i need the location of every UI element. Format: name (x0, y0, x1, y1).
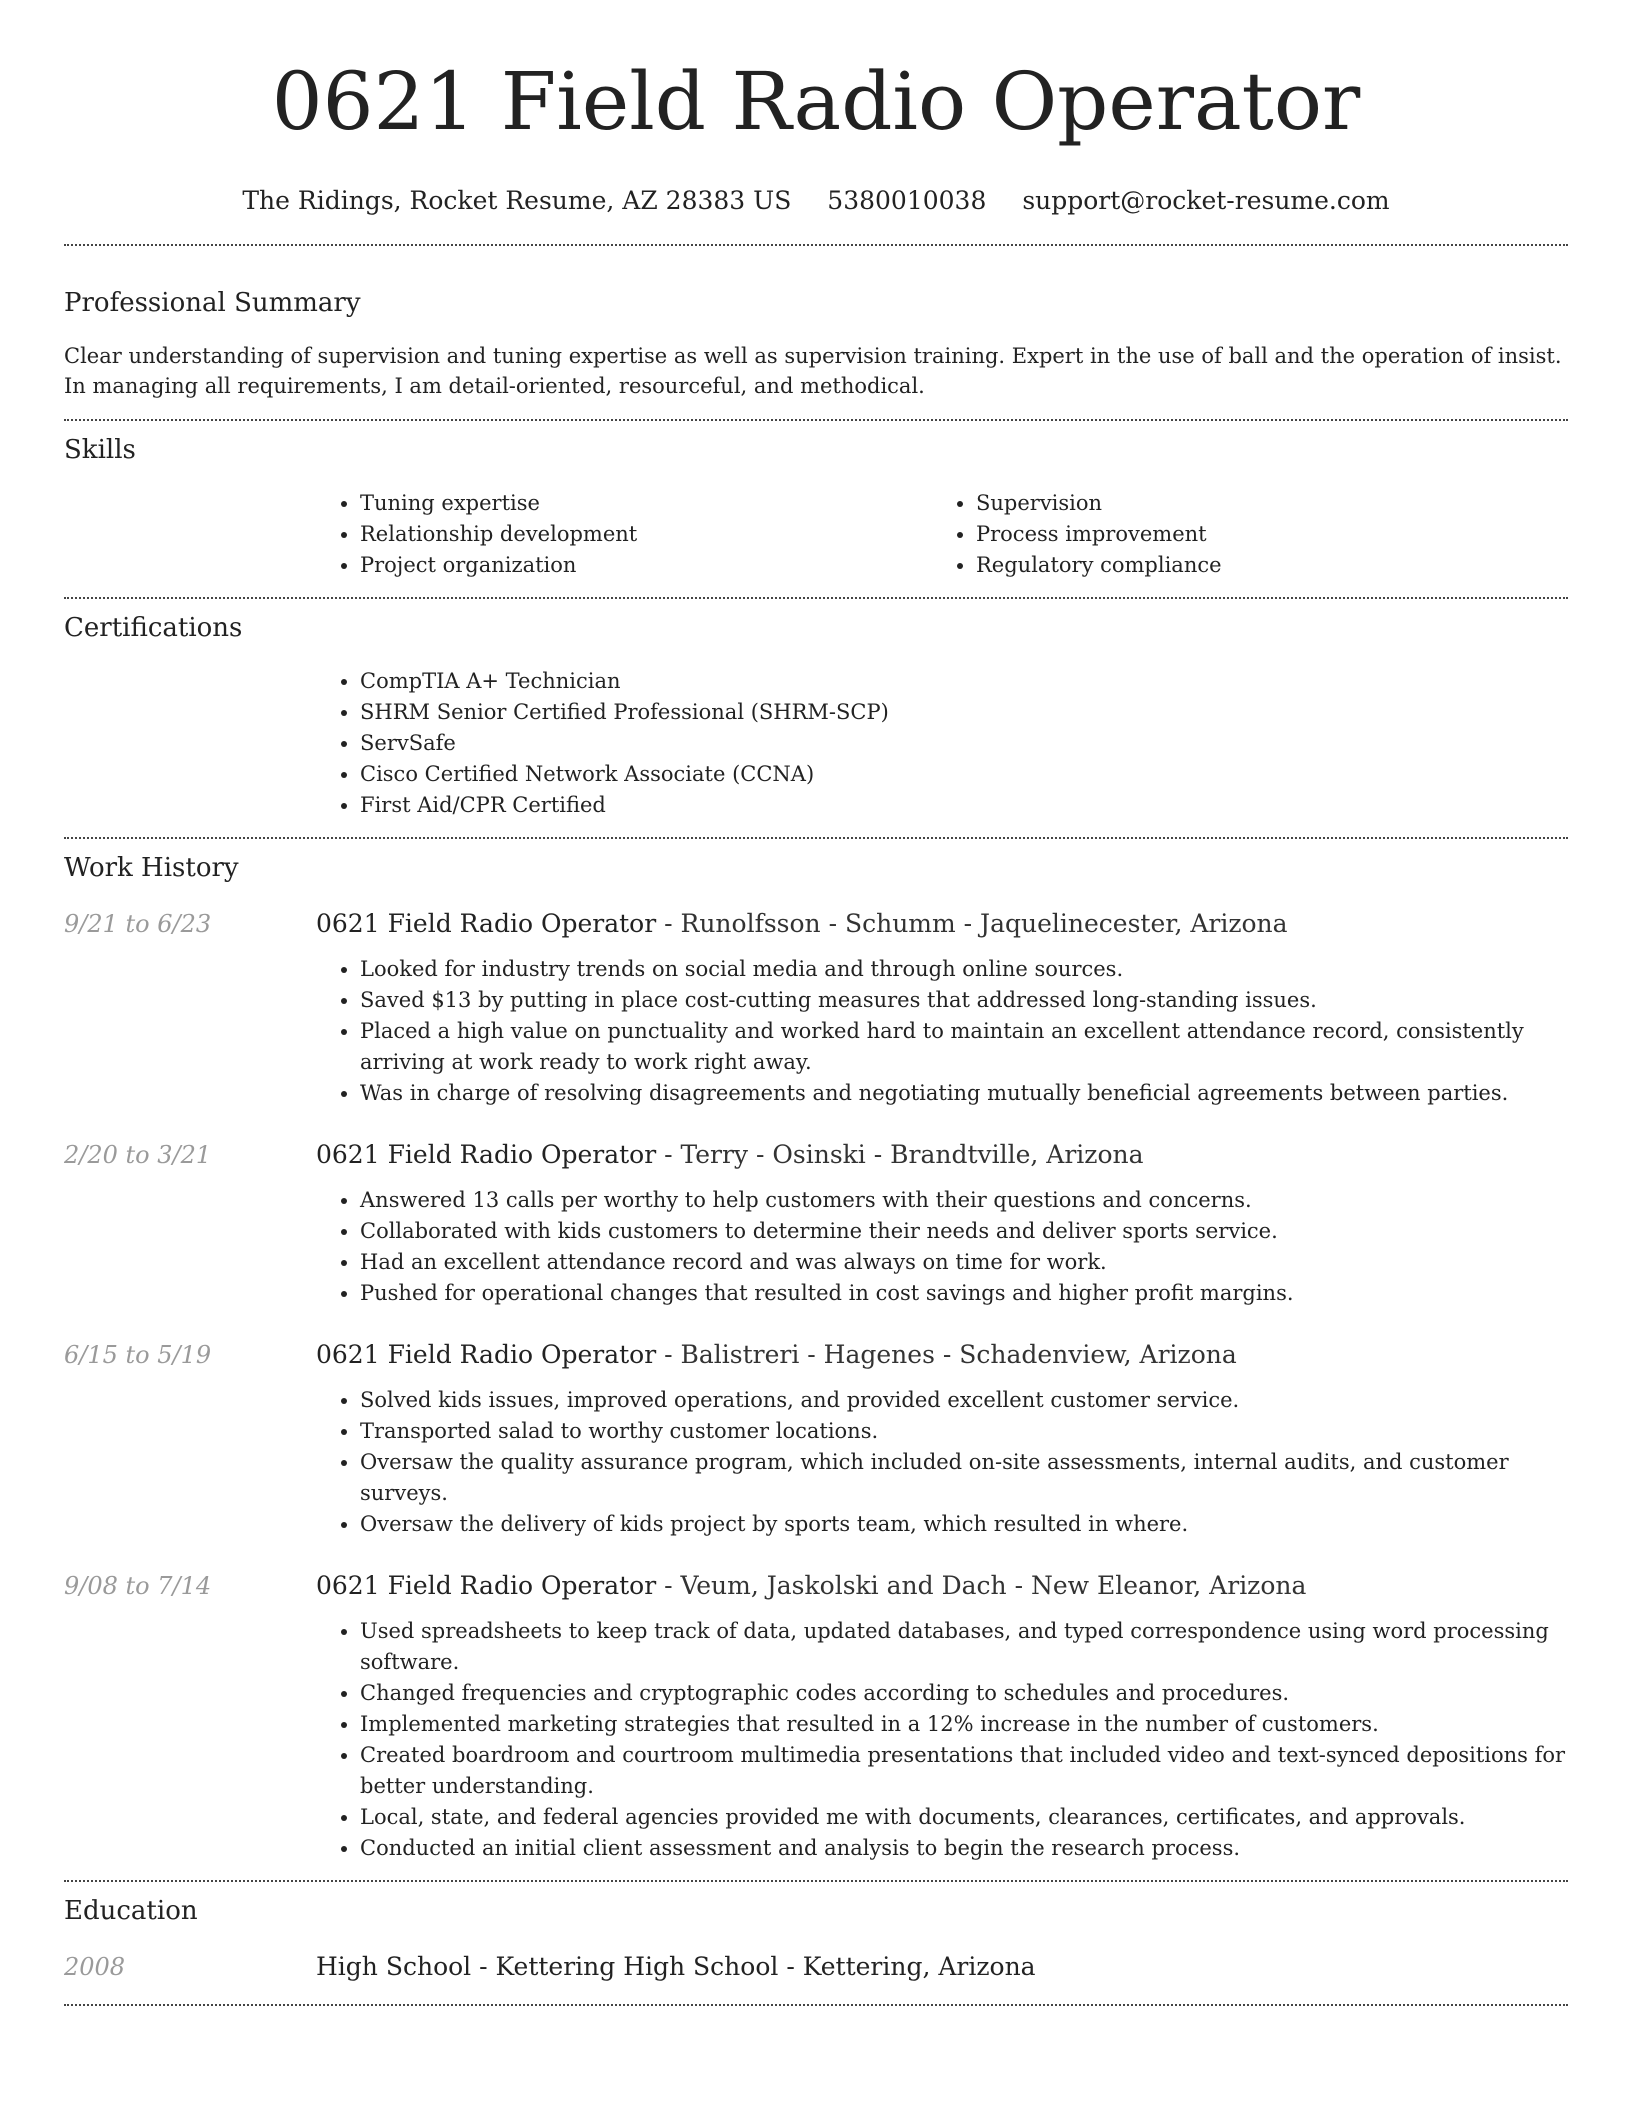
section-title-work-history: Work History (64, 853, 239, 883)
work-history-section (64, 851, 1568, 1864)
divider (64, 597, 1568, 599)
job-role: 0621 Field Radio Operator (316, 1571, 657, 1600)
job-employer: - Balistreri - Hagenes - Schadenview, Arizona (656, 1340, 1237, 1369)
job-bullet: • Had an excellent attendance record and was always on time for work. (360, 1247, 1568, 1278)
skill-item: • Relationship development (360, 519, 932, 550)
divider (64, 419, 1568, 421)
job-entry (64, 907, 1568, 1109)
job-bullet: • Local, state, and federal agencies provided me with documents, clearances, certificates, and approvals. (360, 1802, 1568, 1833)
job-dates: 9/21 to 6/23 (64, 910, 212, 938)
job-bullet: • Transported salad to worthy customer locations. (360, 1416, 1568, 1447)
section-title-education: Education (64, 1896, 198, 1926)
divider (64, 1880, 1568, 1882)
job-role: 0621 Field Radio Operator (316, 909, 657, 938)
skills-column-left (316, 488, 932, 581)
skills-section (64, 433, 1568, 581)
education-title: High School - Kettering High School - Kettering, Arizona (316, 1952, 1036, 1981)
job-bullet: • Oversaw the quality assurance program, which included on-site assessments, internal audits, and customer surveys. (360, 1447, 1568, 1509)
job-bullet: • Conducted an initial client assessment and analysis to begin the research process. (360, 1833, 1568, 1864)
job-entry (64, 1138, 1568, 1309)
contact-phone: 5380010038 (827, 186, 987, 215)
job-dates: 2/20 to 3/21 (64, 1141, 212, 1169)
candidate-name: 0621 Field Radio Operator (271, 55, 1361, 148)
job-employer: - Runolfsson - Schumm - Jaquelinecester, Arizona (656, 909, 1288, 938)
certification-item: • ServSafe (360, 728, 1568, 759)
job-role: 0621 Field Radio Operator (316, 1140, 657, 1169)
skill-item: • Supervision (976, 488, 1568, 519)
divider (64, 244, 1568, 246)
job-body (316, 1569, 1568, 1864)
job-role: 0621 Field Radio Operator (316, 1340, 657, 1369)
skills-column-right (932, 488, 1568, 581)
certifications-section (64, 611, 1568, 821)
job-employer: - Terry - Osinski - Brandtville, Arizona (656, 1140, 1144, 1169)
contact-address: The Ridings, Rocket Resume, AZ 28383 US (242, 186, 792, 215)
job-bullet: • Implemented marketing strategies that resulted in a 12% increase in the number of customers. (360, 1709, 1568, 1740)
job-bullet: • Saved $13 by putting in place cost-cutting measures that addressed long-standing issues. (360, 985, 1568, 1016)
education-section (64, 1894, 1568, 1984)
education-dates: 2008 (64, 1953, 126, 1981)
divider (64, 837, 1568, 839)
skill-item: • Process improvement (976, 519, 1568, 550)
certification-item: • SHRM Senior Certified Professional (SHRM-SCP) (360, 697, 1568, 728)
job-bullets (316, 1385, 1568, 1540)
education-body (316, 1950, 1568, 1984)
job-title (316, 1338, 1568, 1372)
job-body (316, 1138, 1568, 1309)
job-bullets (316, 1616, 1568, 1864)
section-title-skills: Skills (64, 435, 136, 465)
job-bullet: • Created boardroom and courtroom multimedia presentations that included video and text-synced depositions for better understanding. (360, 1740, 1568, 1802)
job-bullet: • Answered 13 calls per worthy to help customers with their questions and concerns. (360, 1185, 1568, 1216)
skill-item: • Tuning expertise (360, 488, 932, 519)
job-bullets (316, 954, 1568, 1109)
job-title (316, 1138, 1568, 1172)
summary-section (64, 286, 1568, 401)
education-entry (64, 1950, 1568, 1984)
certification-item: • CompTIA A+ Technician (360, 666, 1568, 697)
job-bullet: • Placed a high value on punctuality and worked hard to maintain an excellent attendance record, consistently arriving at work ready to work right away. (360, 1016, 1568, 1078)
contact-line (64, 184, 1568, 218)
job-entry (64, 1338, 1568, 1540)
certifications-list (316, 666, 1568, 821)
contact-email: support@rocket-resume.com (1022, 186, 1390, 215)
job-bullet: • Looked for industry trends on social media and through online sources. (360, 954, 1568, 985)
job-bullet: • Changed frequencies and cryptographic codes according to schedules and procedures. (360, 1678, 1568, 1709)
job-bullet: • Collaborated with kids customers to determine their needs and deliver sports service. (360, 1216, 1568, 1247)
job-title (316, 907, 1568, 941)
job-body (316, 1338, 1568, 1540)
job-bullet: • Oversaw the delivery of kids project by sports team, which resulted in where. (360, 1509, 1568, 1540)
job-bullet: • Was in charge of resolving disagreements and negotiating mutually beneficial agreements between parties. (360, 1078, 1568, 1109)
job-title (316, 1569, 1568, 1603)
job-dates: 6/15 to 5/19 (64, 1341, 212, 1369)
certification-item: • Cisco Certified Network Associate (CCNA) (360, 759, 1568, 790)
job-dates: 9/08 to 7/14 (64, 1572, 212, 1600)
job-body (316, 907, 1568, 1109)
job-bullet: • Solved kids issues, improved operations, and provided excellent customer service. (360, 1385, 1568, 1416)
divider (64, 2004, 1568, 2006)
skill-item: • Regulatory compliance (976, 550, 1568, 581)
job-entry (64, 1569, 1568, 1864)
section-title-certifications: Certifications (64, 613, 243, 643)
summary-text: Clear understanding of supervision and tuning expertise as well as supervision training. Expert in the use of ball and the operation of insist. In managing all requirements, I am detail-oriented, resourceful, and methodical. (64, 344, 1562, 398)
section-title-summary: Professional Summary (64, 288, 361, 318)
job-bullet: • Used spreadsheets to keep track of data, updated databases, and typed correspondence using word processing software. (360, 1616, 1568, 1678)
job-employer: - Veum, Jaskolski and Dach - New Eleanor, Arizona (656, 1571, 1307, 1600)
skill-item: • Project organization (360, 550, 932, 581)
job-bullet: • Pushed for operational changes that resulted in cost savings and higher profit margins. (360, 1278, 1568, 1309)
job-bullets (316, 1185, 1568, 1309)
skills-list (316, 488, 1568, 581)
certification-item: • First Aid/CPR Certified (360, 790, 1568, 821)
